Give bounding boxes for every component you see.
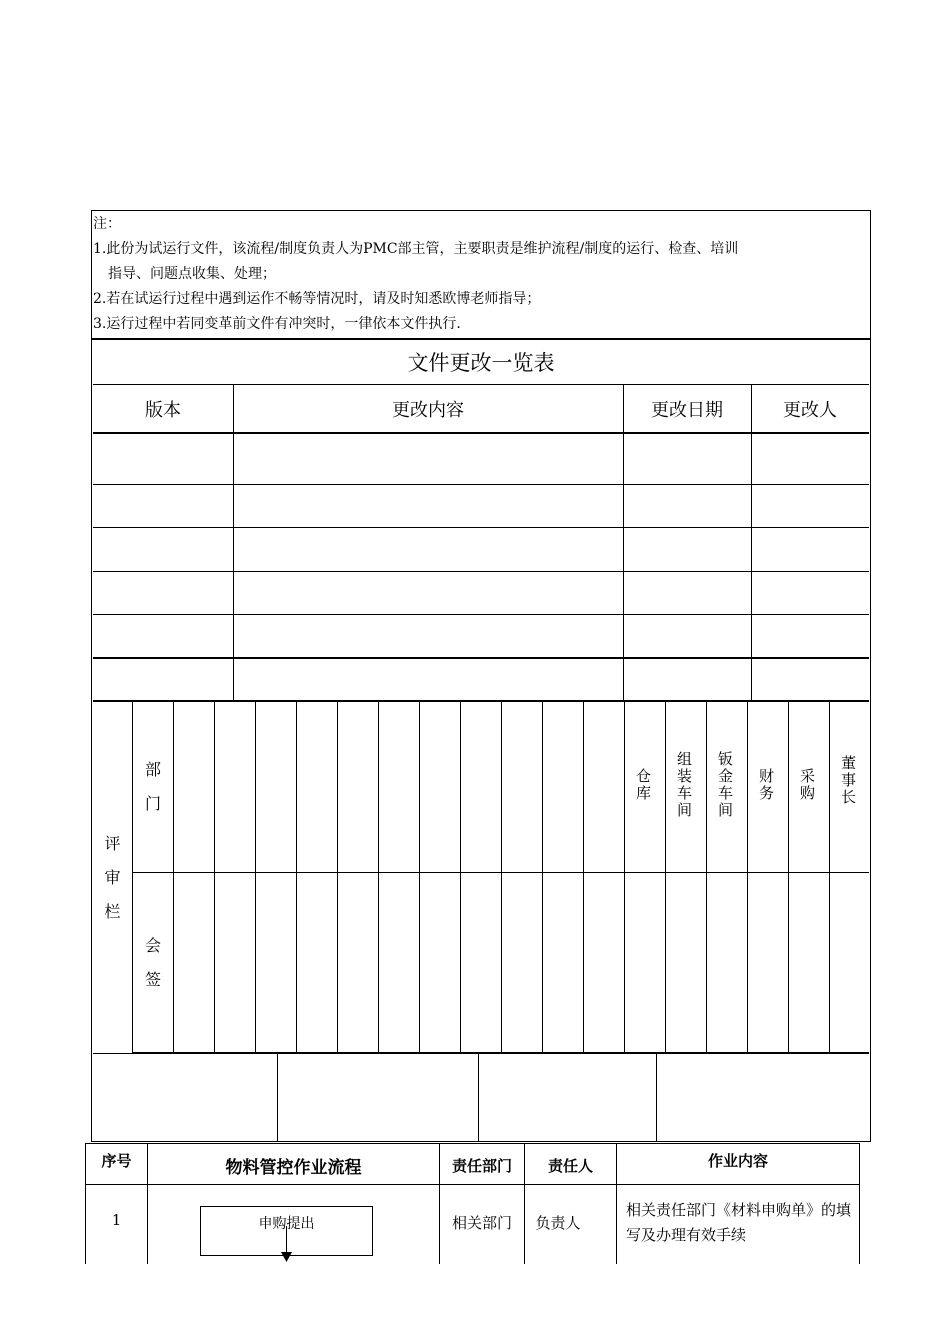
column-border xyxy=(751,384,752,701)
row-content: 相关责任部门《材料申购单》的填写及办理有效手续 xyxy=(626,1201,852,1244)
header-version: 版本 xyxy=(145,399,181,421)
sign-label-cell xyxy=(133,873,173,1053)
note-line-1: 1.此份为试运行文件，该流程/制度负责人为PMC部主管，主要职责是维护流程/制度的运行、检查、培训 xyxy=(93,241,739,257)
note-line-3: 3.运行过程中若同变革前文件有冲突时，一律依本文件执行. xyxy=(93,316,461,332)
dept-purchasing: 采购 xyxy=(799,767,815,802)
review-column-border xyxy=(255,702,256,1053)
column-border xyxy=(478,1053,479,1141)
dept-sheet-metal-workshop: 钣金车间 xyxy=(717,750,733,819)
note-line-2: 2.若在试运行过程中遇到运作不畅等情况时，请及时知悉欧博老师指导； xyxy=(93,291,541,307)
column-border xyxy=(233,384,234,701)
notes-section xyxy=(93,212,869,338)
header-change-date: 更改日期 xyxy=(651,399,723,421)
review-column-border xyxy=(378,702,379,1053)
review-label-cell xyxy=(93,702,132,1053)
table-row-border xyxy=(93,657,869,659)
notes-heading: 注： xyxy=(93,216,121,232)
table-row-border xyxy=(93,700,869,702)
change-log-title: 文件更改一览表 xyxy=(407,351,555,375)
row-seq: 1 xyxy=(111,1211,122,1229)
dept-warehouse: 仓库 xyxy=(635,767,651,802)
column-border xyxy=(656,1053,657,1141)
header-flow: 物料管控作业流程 xyxy=(225,1157,362,1178)
dept-label: 部门 xyxy=(144,760,161,813)
row-person: 负责人 xyxy=(535,1213,581,1232)
dept-finance: 财务 xyxy=(758,767,774,802)
header-content: 作业内容 xyxy=(707,1151,768,1170)
review-column-border xyxy=(501,702,502,1053)
table-row-border xyxy=(93,527,869,528)
table-row-border xyxy=(85,1184,860,1185)
note-line-1-cont: 指导、问题点收集、处理； xyxy=(108,266,276,282)
review-column-border xyxy=(583,702,584,1053)
header-changed-by: 更改人 xyxy=(783,399,837,421)
column-border xyxy=(623,384,624,701)
review-column-border xyxy=(214,702,215,1053)
review-column-border xyxy=(173,702,174,1053)
flow-step-box: 申购提出 xyxy=(200,1206,373,1256)
divider xyxy=(93,1053,133,1054)
table-row-border xyxy=(93,484,869,485)
header-dept: 责任部门 xyxy=(451,1156,512,1175)
sign-label: 会签 xyxy=(144,936,161,989)
review-column-border xyxy=(460,702,461,1053)
review-column-border xyxy=(419,702,420,1053)
review-column-border xyxy=(296,702,297,1053)
review-column-border xyxy=(542,702,543,1053)
arrow-down-icon xyxy=(281,1252,292,1263)
table-row-border xyxy=(93,614,869,615)
column-border xyxy=(277,1053,278,1141)
dept-chairman: 董事长 xyxy=(840,753,856,806)
review-column-border xyxy=(337,702,338,1053)
header-seq: 序号 xyxy=(101,1151,132,1170)
header-person: 责任人 xyxy=(547,1156,593,1175)
table-row-border xyxy=(93,571,869,572)
review-label: 评审栏 xyxy=(104,833,121,921)
divider xyxy=(93,432,869,434)
header-change-content: 更改内容 xyxy=(392,399,464,421)
column-border xyxy=(859,1143,860,1264)
row-dept: 相关部门 xyxy=(451,1213,512,1232)
dept-label-cell xyxy=(133,702,173,872)
dept-assembly-workshop: 组装车间 xyxy=(676,750,692,819)
